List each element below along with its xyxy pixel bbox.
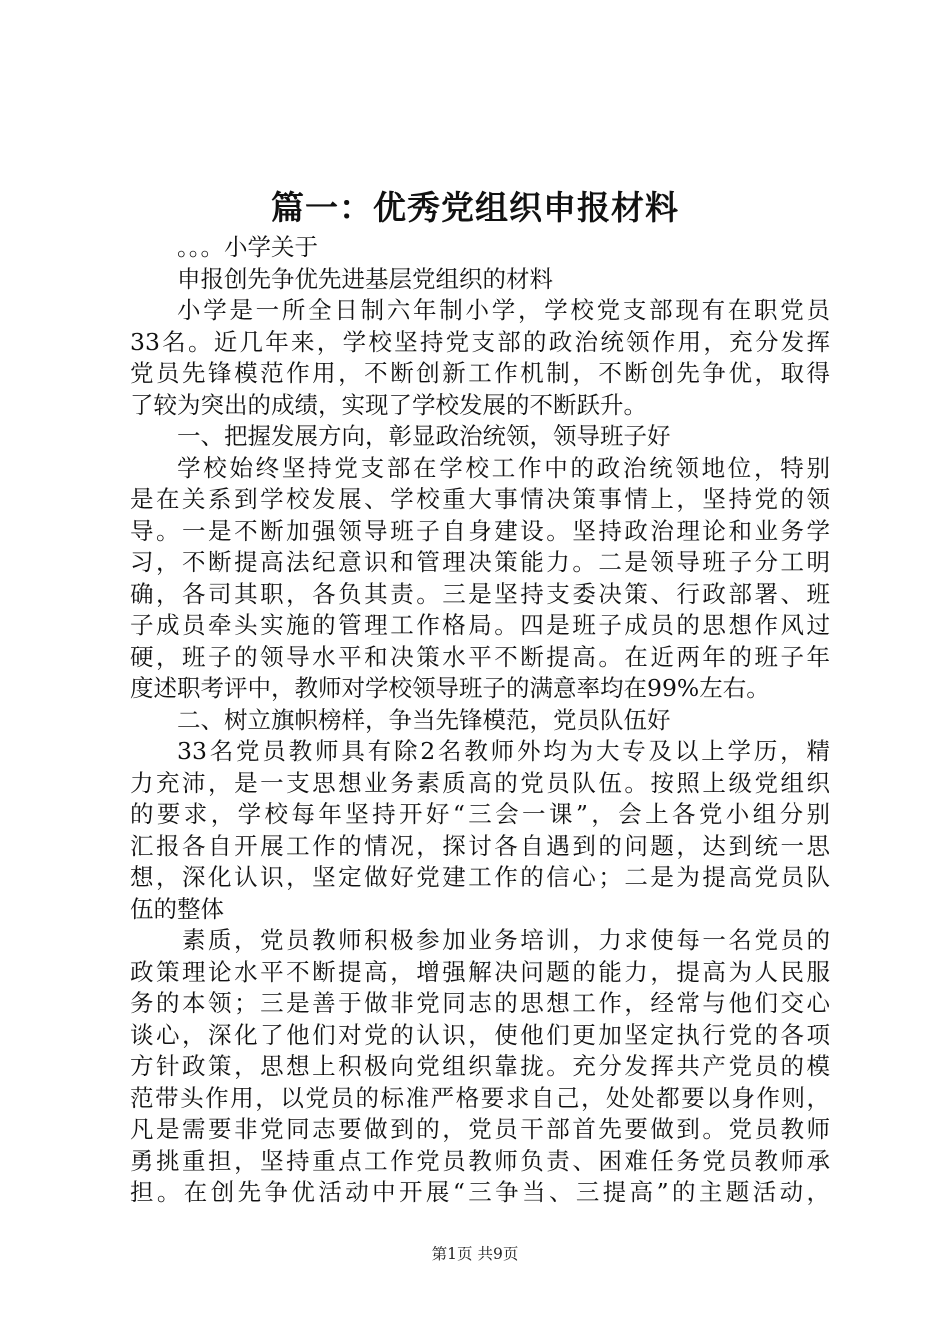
document-body [130,232,830,1209]
body-line: 政策理论水平不断提高，增强解决问题的能力，提高为人民服 [130,957,830,986]
body-line: 是在关系到学校发展、学校重大事情决策事情上，坚持党的领 [130,485,830,513]
body-line: 范带头作用，以党员的标准严格要求自己，处处都要以身作则， [130,1083,830,1112]
body-line: 确，各司其职，各负其责。三是坚持支委决策、行政部署、班 [130,579,830,608]
body-line: 小学是一所全日制六年制小学，学校党支部现有在职党员 [177,296,830,324]
body-line: 。。。小学关于 [177,233,318,261]
body-line: 习，不断提高法纪意识和管理决策能力。二是领导班子分工明 [130,548,830,576]
body-line: 申报创先争优先进基层党组织的材料 [177,264,553,293]
body-line: 的要求，学校每年坚持开好“三会一课”，会上各党小组分别 [130,800,830,828]
body-line: 方针政策，思想上积极向党组织靠拢。充分发挥共产党员的模 [130,1052,830,1080]
section-heading: 二、树立旗帜榜样，争当先锋模范，党员队伍好 [177,705,671,734]
body-line: 务的本领；三是善于做非党同志的思想工作，经常与他们交心 [130,989,830,1017]
body-line: 度述职考评中，教师对学校领导班子的满意率均在99%左右。 [130,674,770,702]
body-line: 汇报各自开展工作的情况，探讨各自遇到的问题，达到统一思 [130,831,830,860]
body-line: 子成员牵头实施的管理工作格局。四是班子成员的思想作风过 [130,611,830,639]
section-heading: 一、把握发展方向，彰显政治统领，领导班子好 [177,422,671,450]
body-line: 素质，党员教师积极参加业务培训，力求使每一名党员的 [182,926,830,954]
body-line: 凡是需要非党同志要做到的，党员干部首先要做到。党员教师 [130,1115,830,1143]
body-line: 勇挑重担，坚持重点工作党员教师负责、困难任务党员教师承 [130,1146,830,1175]
body-line: 担。在创先争优活动中开展“三争当、三提高”的主题活动， [130,1178,830,1206]
page-number: 第1页 共9页 [431,1245,519,1263]
body-line: 党员先锋模范作用，不断创新工作机制，不断创先争优，取得 [130,359,830,387]
body-line: 学校始终坚持党支部在学校工作中的政治统领地位，特别 [177,453,830,482]
body-line: 导。一是不断加强领导班子自身建设。坚持政治理论和业务学 [130,516,830,545]
body-line: 力充沛，是一支思想业务素质高的党员队伍。按照上级党组织 [130,768,830,797]
body-line: 了较为突出的成绩，实现了学校发展的不断跃升。 [130,390,647,419]
body-line: 33名党员教师具有除2名教师外均为大专及以上学历，精 [177,737,830,765]
body-line: 谈心，深化了他们对党的认识，使他们更加坚定执行党的各项 [130,1020,830,1049]
document-title: 篇一：优秀党组织申报材料 [271,188,679,227]
body-line: 伍的整体 [130,894,224,923]
body-line: 33名。近几年来，学校坚持党支部的政治统领作用，充分发挥 [130,327,830,356]
body-line: 硬，班子的领导水平和决策水平不断提高。在近两年的班子年 [130,642,830,671]
body-line: 想，深化认识，坚定做好党建工作的信心；二是为提高党员队 [130,863,830,891]
